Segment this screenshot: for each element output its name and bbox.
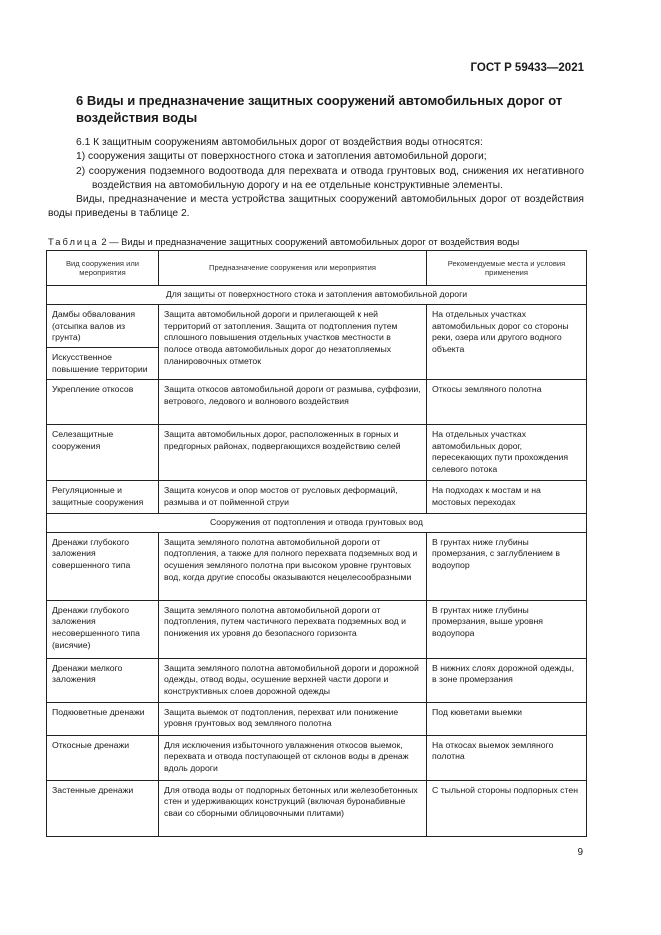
- section-row: [47, 286, 587, 305]
- table-row: [47, 480, 587, 513]
- table-caption-text: 2 — Виды и предназначение защитных сооружений автомобильных дорог от воздействия воды: [98, 236, 520, 247]
- cell-type: Селезащитные сооружения: [47, 424, 159, 480]
- standard-code: ГОСТ Р 59433—2021: [470, 62, 584, 74]
- cell-place: На подходах к мостам и на мостовых переходах: [427, 480, 587, 513]
- section-row: [47, 513, 587, 532]
- table-row: [47, 600, 587, 658]
- header-place: Рекомендуемые места и условия применения: [427, 251, 587, 286]
- table-row: [47, 424, 587, 480]
- table-row: [47, 379, 587, 424]
- table-row: [47, 735, 587, 780]
- cell-type: Застенные дренажи: [47, 780, 159, 836]
- table-caption-label: Таблица: [48, 236, 99, 247]
- table-row: [47, 532, 587, 600]
- cell-purpose: Для отвода воды от подпорных бетонных или железобетонных стен и удерживающих конструкций (включая буронабивные сваи со сборными облицовочными плитами): [159, 780, 427, 836]
- cell-type: Дренажи глубокого заложения совершенного типа: [47, 532, 159, 600]
- cell-place: На отдельных участках автомобильных дорог, пересекающих пути прохождения селевого потока: [427, 424, 587, 480]
- cell-type: Откосные дренажи: [47, 735, 159, 780]
- table-row: [47, 304, 587, 347]
- cell-type: Подкюветные дренажи: [47, 702, 159, 735]
- cell-type: Регуляционные и защитные сооружения: [47, 480, 159, 513]
- cell-type: Дренажи мелкого заложения: [47, 658, 159, 702]
- cell-type: Искусственное повышение территории: [47, 348, 159, 380]
- table-caption: [48, 236, 519, 247]
- paragraph-table-ref: Виды, предназначение и места устройства защитных сооружений автомобильных дорог от воздействия воды приведены в таблице 2.: [48, 194, 584, 220]
- table-row: [47, 658, 587, 702]
- cell-place: На отдельных участках автомобильных дорог со стороны реки, озера или другого водного объекта: [427, 304, 587, 379]
- list-item-2: 2) сооружения подземного водоотвода для перехвата и отвода грунтовых вод, снижения их негативного воздействия на автомобильную дорогу и на ее отдельные конструктивные элементы.: [76, 165, 584, 191]
- cell-type: Дренажи глубокого заложения несовершенного типа (висячие): [47, 600, 159, 658]
- header-purpose: Предназначение сооружения или мероприятия: [159, 251, 427, 286]
- cell-purpose: Для исключения избыточного увлажнения откосов выемок, перехвата и отвода поступающей от склонов воды в дренаж вдоль дороги: [159, 735, 427, 780]
- table-row: [47, 702, 587, 735]
- intro-text: [48, 136, 584, 222]
- table-header-row: [47, 251, 587, 286]
- cell-purpose: Защита автомобильных дорог, расположенных в горных и предгорных районах, подвергающихся воздействию селей: [159, 424, 427, 480]
- cell-place: С тыльной стороны подпорных стен: [427, 780, 587, 836]
- list-item-1: 1) сооружения защиты от поверхностного стока и затопления автомобильной дороги;: [76, 151, 487, 163]
- cell-purpose: Защита земляного полотна автомобильной дороги от подтопления, а также для полного перехвата подземных вод и осушения земляного полотна при высоком уровне грунтовых вод, когда другие способы оказываются нецелесообразными: [159, 532, 427, 600]
- cell-type: Укрепление откосов: [47, 379, 159, 424]
- paragraph-6-1: 6.1 К защитным сооружениям автомобильных дорог от воздействия воды относятся:: [76, 137, 483, 148]
- section-heading-2: Сооружения от подтопления и отвода грунтовых вод: [47, 513, 587, 532]
- page-number: 9: [577, 847, 583, 858]
- cell-place: Откосы земляного полотна: [427, 379, 587, 424]
- header-type: Вид сооружения или мероприятия: [47, 251, 159, 286]
- cell-place: В нижних слоях дорожной одежды, в зоне промерзания: [427, 658, 587, 702]
- cell-purpose: Защита земляного полотна автомобильной дороги и дорожной одежды, отвод воды, осушение верхней части дороги и конструктивных слоев дорожной одежды: [159, 658, 427, 702]
- cell-place: На откосах выемок земляного полотна: [427, 735, 587, 780]
- cell-purpose: Защита откосов автомобильной дороги от размыва, суффозии, ветрового, ледового и волнового воздействия: [159, 379, 427, 424]
- cell-purpose: Защита выемок от подтопления, перехват или понижение уровня грунтовых вод земляного полотна: [159, 702, 427, 735]
- cell-place: В грунтах ниже глубины промерзания, с заглублением в водоупор: [427, 532, 587, 600]
- cell-purpose: Защита земляного полотна автомобильной дороги от подтопления, путем частичного перехвата подземных вод и понижения их уровня до безопасного горизонта: [159, 600, 427, 658]
- protective-structures-table: [46, 250, 587, 837]
- cell-purpose: Защита автомобильной дороги и прилегающей к ней территорий от затопления. Защита от подтопления путем сплошного повышения отдельных участков местности в полосе отвода автомобильных дорог до незатопляемых планировочных отметок: [159, 304, 427, 379]
- cell-place: В грунтах ниже глубины промерзания, выше уровня водоупора: [427, 600, 587, 658]
- cell-place: Под кюветами выемки: [427, 702, 587, 735]
- table-row: [47, 780, 587, 836]
- section-title: 6 Виды и предназначение защитных сооружений автомобильных дорог от воздействия воды: [76, 93, 563, 125]
- section-heading-1: Для защиты от поверхностного стока и затопления автомобильной дороги: [47, 286, 587, 305]
- cell-purpose: Защита конусов и опор мостов от русловых деформаций, размыва и от пойменной струи: [159, 480, 427, 513]
- cell-type: Дамбы обвалования (отсыпка валов из грунта): [47, 304, 159, 347]
